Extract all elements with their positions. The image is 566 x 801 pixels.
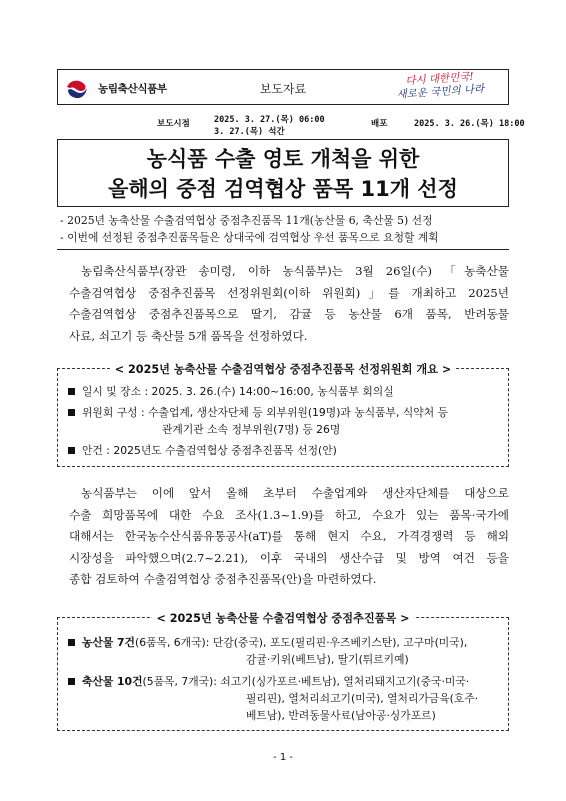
paragraph-line: 사료, 쇠고기 등 축산물 5개 품목을 선정하였다.: [69, 328, 308, 343]
square-bullet-icon: [68, 447, 75, 454]
committee-overview-box: [57, 363, 509, 467]
list-item-livestock: 축산물 10건(5품목, 7개국): 쇠고기(싱가포르·베트남), 열처리돼지고기(중국·미국· 필리핀), 열처리쇠고기(미국), 열처리가금육(호주· 베트남), 반려동물사료(남아공·싱가포르): [68, 673, 478, 724]
body-paragraph-1: [57, 261, 509, 347]
government-emblem-icon: [64, 75, 90, 101]
subtitle-divider: [57, 249, 509, 250]
paragraph-line: 대해서는 한국농수산식품유통공사(aT)를 통해 현지 수요, 가격경쟁력 등 해외: [69, 529, 509, 544]
document-type: 보도자료: [259, 82, 307, 96]
subtitle-list: [60, 212, 439, 246]
distribution-time: 2025. 3. 26.(목) 18:00: [414, 119, 525, 129]
square-bullet-icon: [68, 639, 75, 646]
square-bullet-icon: [68, 388, 75, 395]
body-paragraph-2: [57, 483, 509, 591]
list-item: 안건 : 2025년도 수출검역협상 중점추진품목 선정(안): [68, 442, 448, 459]
ministry-name: 농림축산식품부: [98, 83, 167, 95]
paragraph-line: 수출검역협상 중점추진품목으로 딸기, 감귤 등 농산물 6개 품목, 반려동물: [69, 307, 509, 322]
paragraph-line: 수출검역협상 중점추진품목 선정위원회(이하 위원회)」를 개최하고 2025년: [69, 285, 509, 300]
slogan-line-1: 다시 대한민국!: [404, 70, 475, 88]
paragraph-line: 농식품부는 이에 앞서 올해 초부터 수출업계와 생산자단체를 대상으로: [81, 486, 509, 500]
headline-line-2: 올해의 중점 검역협상 품목 11개 선정: [108, 177, 458, 201]
priority-items-title: < 2025년 농축산물 수출검역협상 중점추진품목 >: [58, 610, 508, 626]
embargo-note: 3. 27.(목) 석간: [214, 127, 285, 137]
priority-items-box: [57, 612, 509, 731]
page-number: - 1 -: [273, 752, 293, 763]
slogan-logo: [379, 69, 501, 103]
document-header: [57, 69, 509, 105]
embargo-label: 보도시점: [157, 119, 190, 129]
paragraph-line: 수출 희망품목에 대한 수요 조사(1.3~1.9)를 하고, 수요가 있는 품목·국가에: [69, 507, 509, 522]
paragraph-line: 종합 검토하여 수출검역협상 중점추진품목(안)을 마련하였다.: [69, 572, 377, 587]
embargo-time: 2025. 3. 27.(목) 06:00: [214, 115, 325, 125]
paragraph-line: 농림축산식품부(장관 송미령, 이하 농식품부)는 3월 26일(수) 「농축산물: [81, 264, 509, 278]
subtitle-1: - 2025년 농축산물 수출검역협상 중점추진품목 11개(농산물 6, 축산물 5) 선정: [60, 214, 433, 227]
square-bullet-icon: [68, 678, 75, 685]
headline-line-1: 농식품 수출 영토 개척을 위한: [146, 147, 420, 171]
list-item: 일시 및 장소 : 2025. 3. 26.(수) 14:00~16:00, 농식품부 회의실: [68, 383, 448, 400]
square-bullet-icon: [68, 409, 75, 416]
priority-items-list: [68, 634, 478, 724]
committee-overview-items: [68, 383, 448, 459]
committee-overview-title: < 2025년 농축산물 수출검역협상 중점추진품목 선정위원회 개요 >: [58, 361, 508, 377]
headline-box: [57, 139, 509, 207]
list-item: 위원회 구성 : 수출업계, 생산자단체 등 외부위원(19명)과 농식품부, 식약처 등 관계기관 소속 정부위원(7명) 등 26명: [68, 404, 448, 438]
subtitle-2: - 이번에 선정된 중점추진품목들은 상대국에 검역협상 우선 품목으로 요청할 계획: [60, 231, 439, 244]
list-item-agriculture: 농산물 7건(6품목, 6개국): 단감(중국), 포도(필리핀·우즈베키스탄), 고구마(미국), 감귤·키위(베트남), 딸기(튀르키예): [68, 634, 478, 668]
slogan-line-2: 새로운 국민의 나라: [396, 82, 485, 102]
distribution-label: 배포: [371, 119, 388, 129]
paragraph-line: 시장성을 파악했으며(2.7~2.21), 이후 국내의 생산수급 및 방역 여건 등을: [69, 550, 509, 565]
